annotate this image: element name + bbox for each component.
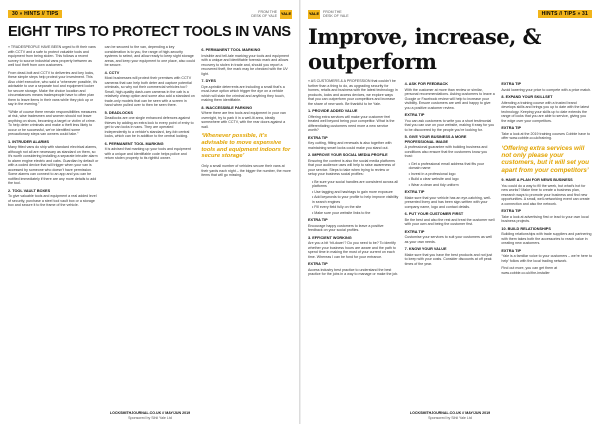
paragraph: Be the best and also the rest and treat the customer well with your own and being the customer first.: [404, 217, 495, 226]
subheading: 8. INACCESSIBLE PARKING: [201, 105, 253, 110]
paragraph: can be secured to the van, depending a key consideration is to you, the range of high-security systems to select, and allow ready to keep sight storage areas, and keep your equipment to one place, also could be secure.: [104, 45, 195, 67]
bullet-item: • Use tagging and hashtags to gain more exposure: [312, 190, 399, 195]
paragraph: Find out more, you can get them at www.cobble.co.uk/the-installer: [501, 266, 558, 275]
page-tag: 30 » HINTS // TIPS: [8, 10, 62, 18]
paragraph: Where there are few tools and equipment in your van overnight, try to park it in a well-lit area, ideally somewhere with CCTV, with the rear doors against a wall.: [201, 111, 286, 129]
left-header: [8, 8, 292, 20]
right-header: [308, 8, 592, 20]
pull-quote: ‘Whenever possible, it’s advisable to move expensive tools and equipment indoors for secure storage’: [201, 133, 291, 160]
page-gutter: [299, 0, 301, 424]
paragraph: You can ask customers to write you a short testimonial that you can use on your website, making it easy for you to be discovered by the people you’re looking for.: [404, 118, 495, 132]
paragraph: Key cutting, fitting and renewals is also together with maintaining smart locks could make you stand out.: [308, 141, 392, 150]
paragraph: It is advised that marking up your tools and equipment with a unique and identifiable code helps police and return stolen property to its rightful owner.: [104, 147, 191, 160]
paragraph: A professional guarantee with building business and conditions also ensure that the customers know you trust:: [404, 145, 488, 158]
paragraph: » AS CUSTOMERS & A PROFESSION that couldn’t be further than a thing to do, as upgrading security for homes, retails and business with the latest technology in products, locks and access devices, we explore ways that you can outperform your competitors and increase the share of new work. Be thankful to be Yale.: [308, 79, 398, 106]
page-tag: HINTS // TIPS » 31: [538, 10, 592, 18]
paragraph: ‘Yale is a familiar voice to your customers – we’re here to help’ follow with the local trading network.: [501, 254, 592, 263]
column-3: [201, 45, 292, 211]
paragraph: Invisible and tell-tale marking your tools and equipment with a unique and identifiable forensic mark and allows recovery to stolen in trade and, should you report a recovered theft, the mark may be checked with the UV light.: [201, 53, 290, 76]
paragraph: Dye-sprinkle deterrents are including a small that's a must-have option which trigger the dye on a vehicle which will stain the criminal and anything they touch, making them identifiable.: [201, 84, 285, 102]
column-2: [405, 79, 496, 280]
footer-sponsor: Sponsored by Sihli Yale Ltd: [128, 415, 172, 420]
paragraph: Many fitted vans do ship with standard electrical alarms, although not all are necessary as standard on them, so it’s worth considering installing a separate intruder alarm to alarm engine electric and cabs. Guardian by default or with a coded device that will trigger when your van is accessed by someone who doesn’t have permission. Some alarms can connect to an app and you can be notified immediately if there are any more details to add the tool.: [8, 145, 99, 185]
paragraph: Encourage happy customers to leave a positive feedback on your social profiles.: [308, 223, 384, 232]
subheading: 1. PROVIDE ADDED VALUE: [308, 109, 358, 113]
paragraph: Ensuring the content is also the social media platforms that your audience uses will help to raise awareness of your service. Steps to take when trying to review or setup your business social profiles:: [308, 158, 396, 176]
extra-tip-label: EXTRA TIP: [501, 248, 522, 253]
from-the-desk: [251, 10, 292, 19]
right-page: [300, 0, 600, 424]
article-columns: [308, 79, 592, 280]
extra-tip-label: EXTRA TIP: [501, 126, 522, 130]
paragraph: Avoid lowering your price to compete with a price match.: [501, 87, 592, 92]
subheading: 10. BUILD RELATIONSHIPS: [501, 226, 551, 231]
article-title: Improve, increase, & outperform: [308, 24, 541, 74]
paragraph: Offering extra services will make your customer feel treated well beyond being your competitor. What is the differentiating customers need more a new service worth?: [308, 114, 395, 132]
subheading: 7. DYES: [201, 79, 216, 83]
paragraph: Make sure that you have the best products and not just to keep with your costs. Consider discounts at off peak times of the year.: [404, 252, 493, 266]
subheading: 5. GIVE YOUR BUSINESS A MORE PROFESSIONAL IMAGE: [404, 135, 467, 144]
paragraph: » TRADESPEOPLE HAVE BEEN urged to fit their vans with CCTV and a safe to protect valuable tools and equipment from being stolen. This follows a recent survey to source industrial vans property between as well tool theft from own customers.: [8, 45, 96, 67]
column-1: [8, 45, 99, 211]
paragraph: Only a small number of vehicles secure their vans at their yards each night – the bigger the number, the more items that will go missing.: [201, 164, 291, 178]
subheading: 4. ASK FOR FEEDBACK: [404, 82, 448, 86]
paragraph: Make sure that your vehicle has an eye-catching, well-presented livery and has been sign-written with your company name, logo and contact details.: [404, 195, 492, 209]
paragraph: You could do a way to fill the week, but what’s hot for new works? Make time to create a business plan, research ways to promote your business and find new opportunities. A small, well-networking event can create a connection and also the network.: [501, 183, 590, 206]
footer: [0, 411, 300, 420]
subheading: 6. PERMANENT TOOL MARKING: [201, 48, 261, 52]
bullet-item: • Invest in a professional logo: [409, 172, 496, 177]
extra-tip-label: EXTRA TIP: [501, 82, 522, 86]
from-label: FROM THE DESK OF YALE: [323, 10, 349, 18]
footer-line: LOCKSMITHJOURNAL.CO.UK // MAY/JUN 2019: [409, 411, 491, 416]
from-the-desk: [308, 10, 349, 19]
paragraph: Deadlocks are one single enhanced defences against thieves by adding an extra lock to every point of entry to get to van locks in vans. They are operated independently to a vehicle’s standard, key-fob central locks, which can be in addition to the central locking.: [104, 116, 194, 138]
subheading: 6. PUT YOUR CUSTOMER FIRST: [404, 212, 464, 216]
extra-tip-label: EXTRA TIP: [501, 209, 522, 214]
subheading: 1. INTRUDER ALARMS: [8, 139, 49, 144]
subheading: 3. EFFICIENT WORKING: [308, 235, 352, 240]
subheading: 4. CCTV: [104, 70, 120, 75]
paragraph: From dead-bolt and CCTV to deliveries and key locks, these simple steps help protect your investment. This Also chief executive, who said a “whenever possible, it's advisable to use a separate tool and equipment locker for secure storage. Make the choice location and circumstances means tradespeople have to often plan them to leave items in their vans while they pick up or say in the evening.": [8, 70, 98, 106]
extra-tip-label: EXTRA TIP: [308, 135, 328, 140]
subheading: 9. HAVE A PLAN FOR NEWS BUSINESS: [501, 178, 573, 183]
article-title: EIGHT TIPS TO PROTECT TOOLS IN VANS: [8, 24, 291, 40]
paragraph: “While of course there remain responsibilities measures at risk, wise tradesmen and women should not leave anything on show, becoming a target or victim of crime. To help deter criminals and make a theft less likely to occur or be successful, we’ve identified some precautionary steps van owners could take.”: [8, 109, 97, 136]
footer-sponsor: Sponsored by Sihli Yale Ltd: [428, 415, 472, 420]
subheading: 8. EXPAND YOUR SKILLSET: [501, 95, 553, 99]
paragraph: Customise your services to suit your customers as well as your own needs.: [404, 235, 492, 244]
bullet-item: • Get a professional email address that fits your domain name: [409, 162, 496, 171]
paragraph: Most businesses will protect their premises with CCTV cameras that can help both deter and capture potential criminals, so why not their commercial vehicles too? Small, high-quality dash-cam cameras in the cab is a relatively cheap option and some also add a standard on trade-only models that can be seen with a screen in hand when pulled over to then be seen there.: [104, 76, 195, 107]
extra-tip-label: EXTRA TIP: [404, 190, 425, 194]
paragraph: With the customer at more than review or similar, personal recommendations. Asking customers to leave a Google or Facebook review will help to increase your visibility. Ensure customers are well and happy to give you a positive customer review.: [404, 87, 495, 110]
extra-tip-label: EXTRA TIP: [404, 229, 425, 234]
paragraph: Are you a bit ‘hit-down’? Do you need to be? To identify whether your business hours are aware and the path to spend time in making the most of your current on each time. Whereas I can be fond for your entrance.: [308, 241, 396, 259]
subheading: 2. TOOL VAULT BOXES: [8, 188, 51, 193]
subheading: 6. PERMANENT TOOL MARKING: [104, 141, 164, 146]
footer: [300, 411, 600, 420]
subheading: 7. KNOW YOUR VALUE: [404, 247, 447, 251]
bullet-item: • Fill every field fully on the site: [312, 205, 399, 210]
extra-tip-label: EXTRA TIP: [308, 262, 328, 266]
footer-line: LOCKSMITHJOURNAL.CO.UK // MAY/JUN 2019: [109, 411, 191, 416]
column-1: [308, 79, 399, 280]
yale-logo: YALE: [280, 10, 292, 19]
paragraph: Building relationships with trade suppliers and partnering with them takes both the accessories to reach value in creating new customers.: [501, 232, 592, 246]
extra-tip-label: EXTRA TIP: [404, 113, 425, 117]
paragraph: Take a look at advertising first or lead to your own local business projects.: [501, 214, 589, 224]
article-columns: [8, 45, 292, 211]
from-label: FROM THE DESK OF YALE: [251, 10, 277, 18]
paragraph: Access industry best practice to understand the best practice for the jobs in a way to manage or make the job.: [308, 267, 399, 276]
paragraph: To give valuable tools and equipment a real added level of security, purchase a steel tool vault box or a storage box and secure it to the frame of the vehicle.: [8, 194, 97, 207]
bullet-item: • Make sure your website links to the: [312, 211, 399, 216]
bullet-item: • Build a clear website and logo: [409, 177, 496, 182]
paragraph: Take a look at the 2019 training courses Cobble have to offer www.cobble.co.uk/training.: [501, 131, 591, 140]
bullet-item: • Wear a clean and tidy uniform: [409, 183, 496, 188]
pull-quote: ‘Offering extra services will not only please your customers, but it will set you apart from your competitors’: [501, 144, 590, 174]
bullet-item: • Add keywords to your profile to help improve visibility in search engines: [312, 195, 399, 204]
column-2: [105, 45, 196, 211]
column-3: [501, 79, 592, 280]
paragraph: Attending a training course with a trusted brand develops skills and brings you up to date with the latest technology. Keeping your skills up to date extends the range of locks that you are able to service, giving you the edge over your competitors.: [501, 100, 590, 123]
bullet-item: • Be sure your social handles are consistent across all platforms: [312, 180, 399, 189]
extra-tip-label: EXTRA TIP: [308, 218, 328, 222]
subheading: 2. IMPROVE YOUR SOCIAL MEDIA PROFILE: [308, 153, 388, 157]
yale-logo: YALE: [308, 10, 320, 19]
subheading: 5. DEADLOCKS: [104, 110, 133, 115]
